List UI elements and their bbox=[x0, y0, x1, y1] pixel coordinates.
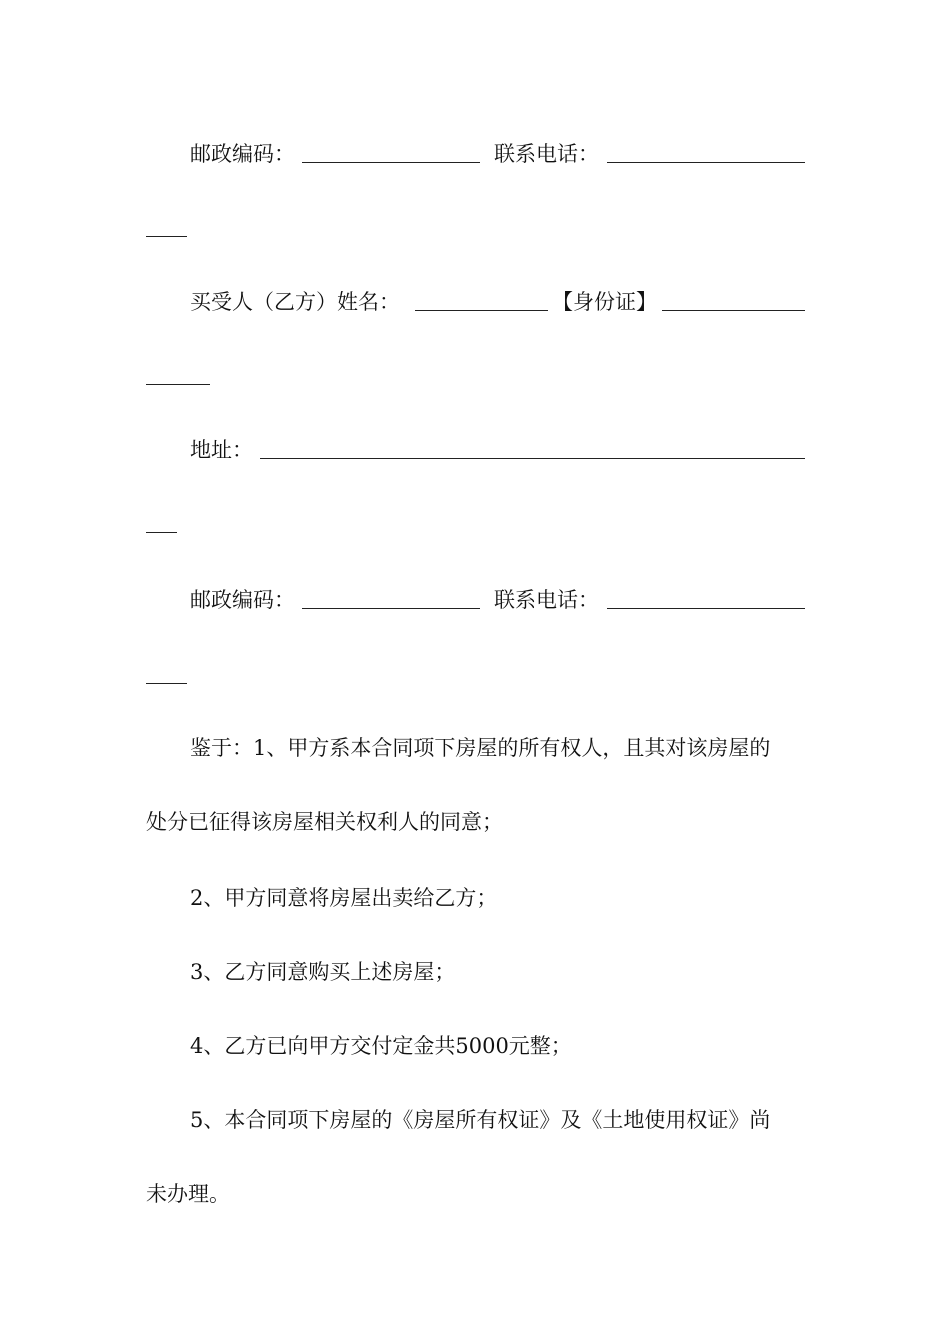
buyer-name-label: 买受人（乙方）姓名： bbox=[190, 290, 400, 314]
buyer-postal-label: 邮政编码： bbox=[190, 588, 295, 612]
recital-4: 4、乙方已向甲方交付定金共5000元整； bbox=[190, 1034, 572, 1058]
seller-phone-blank[interactable] bbox=[607, 162, 805, 163]
buyer-name-blank[interactable] bbox=[415, 310, 548, 311]
recital-1-line-1: 鉴于：1、甲方系本合同项下房屋的所有权人，且其对该房屋的 bbox=[190, 736, 771, 760]
buyer-address-blank[interactable] bbox=[260, 458, 805, 459]
recital-2: 2、甲方同意将房屋出卖给乙方； bbox=[190, 886, 498, 910]
buyer-postal-blank[interactable] bbox=[302, 608, 480, 609]
recital-5-line-1: 5、本合同项下房屋的《房屋所有权证》及《土地使用权证》尚 bbox=[190, 1108, 771, 1132]
buyer-phone-blank-continued[interactable] bbox=[146, 683, 187, 684]
buyer-id-label: 【身份证】 bbox=[552, 290, 657, 314]
seller-postal-blank[interactable] bbox=[302, 162, 480, 163]
buyer-address-label: 地址： bbox=[190, 438, 253, 462]
recital-5-line-2: 未办理。 bbox=[146, 1182, 230, 1206]
buyer-address-blank-continued[interactable] bbox=[146, 532, 177, 533]
seller-phone-blank-continued[interactable] bbox=[146, 236, 187, 237]
recital-3: 3、乙方同意购买上述房屋； bbox=[190, 960, 456, 984]
buyer-phone-label: 联系电话： bbox=[494, 588, 599, 612]
seller-postal-label: 邮政编码： bbox=[190, 142, 295, 166]
buyer-id-blank[interactable] bbox=[662, 310, 805, 311]
seller-phone-label: 联系电话： bbox=[494, 142, 599, 166]
buyer-phone-blank[interactable] bbox=[607, 608, 805, 609]
buyer-id-blank-continued[interactable] bbox=[146, 384, 210, 385]
recital-1-line-2: 处分已征得该房屋相关权利人的同意； bbox=[146, 810, 503, 834]
